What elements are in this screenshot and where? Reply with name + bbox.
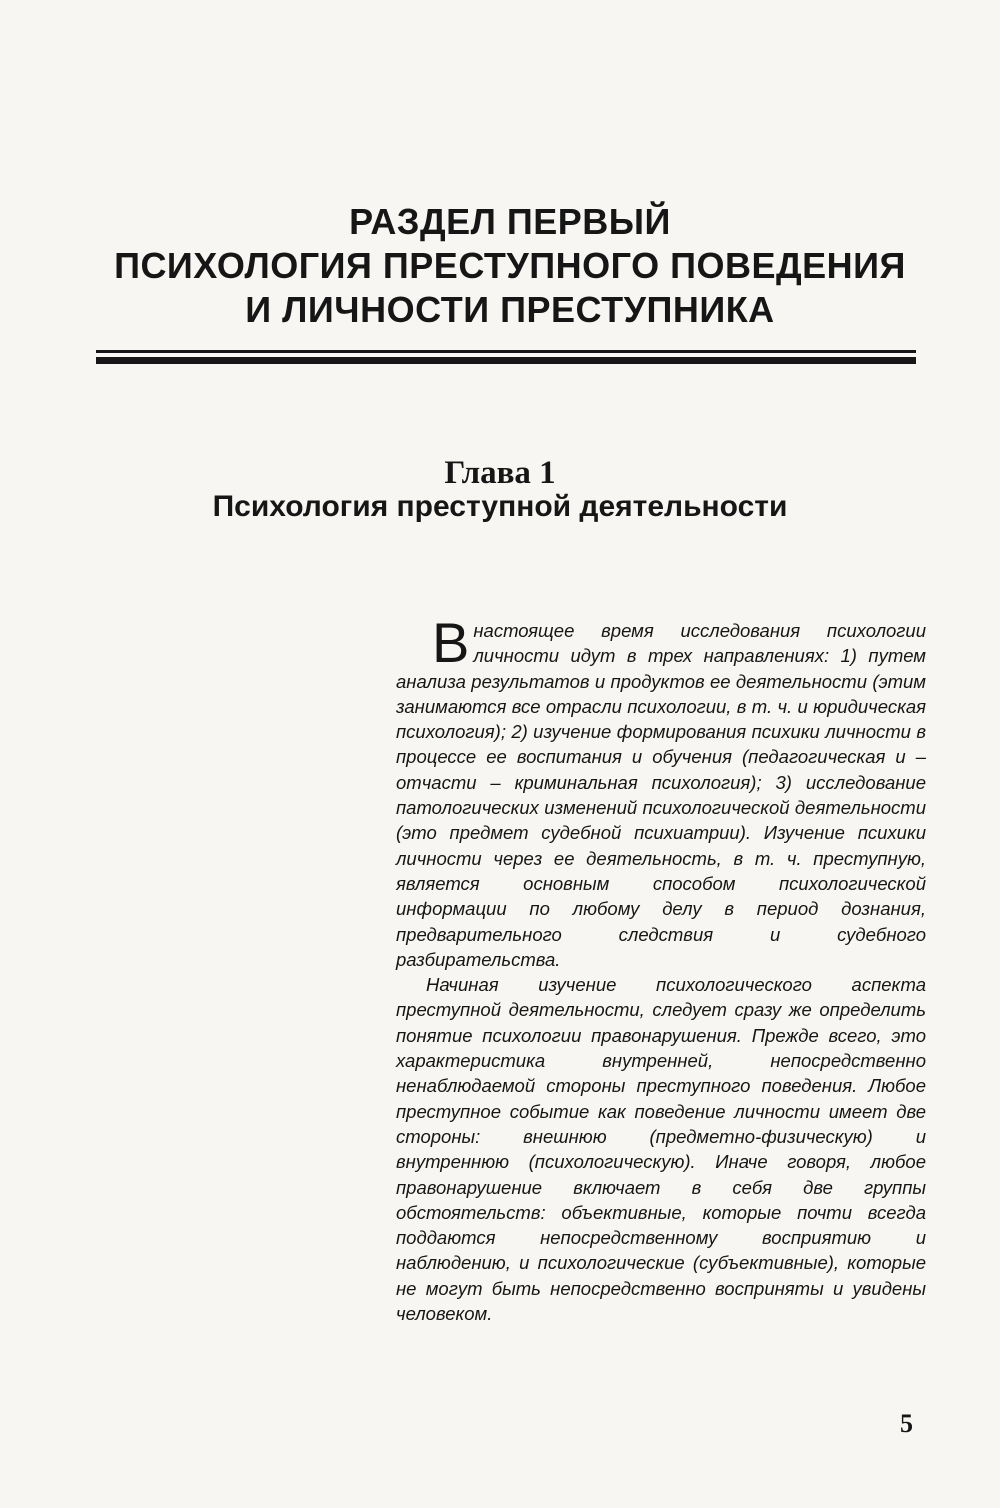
divider-thin (96, 350, 916, 353)
chapter-title: Психология преступной деятельности (212, 490, 788, 523)
chapter-label: Глава 1 (444, 455, 556, 491)
drop-cap: В (432, 611, 470, 674)
section-heading-line: РАЗДЕЛ ПЕРВЫЙ (349, 201, 671, 242)
page-number: 5 (900, 1409, 913, 1438)
paragraph: Начиная изучение психологического аспекта преступной деятельности, следует сразу же определить понятие психологии правонарушения. Прежде всего, это характеристика внутренней, непосредственно ненаблюдаемой стороны преступного поведения. Любое преступное событие как поведение личности имеет две стороны: внешнюю (предметно-физическую) и внутреннюю (психологическую). Иначе говоря, любое правонарушение включает в себя две группы обстоятельств: объективные, которые почти всегда поддаются непосредственному восприятию и наблюдению, и психологические (субъективные), которые не могут быть непосредственно восприняты и увидены человеком. (396, 974, 926, 1325)
section-heading-line: И ЛИЧНОСТИ ПРЕСТУПНИКА (245, 289, 775, 330)
paragraph (396, 611, 926, 972)
section-heading-line: ПСИХОЛОГИЯ ПРЕСТУПНОГО ПОВЕДЕНИЯ (114, 245, 906, 286)
section-heading (60, 200, 960, 332)
divider-thick (96, 357, 916, 364)
body-text (396, 611, 926, 1326)
paragraph-text: настоящее время исследования психологии личности идут в трех направлениях: 1) путем анализа результатов и продуктов ее деятельности (этим занимаются все отрасли психологии, в т. ч. и юридическая психология); 2) изучение формирования психики личности в процессе ее воспитания и обучения (педагогическая и – отчасти – криминальная психология); 3) исследование патологических изменений психологической деятельности (это предмет судебной психиатрии). Изучение психики личности через ее деятельность, в т. ч. преступную, является основным способом психологической информации по любому делу в период дознания, предварительного следствия и судебного разбирательства. (396, 620, 926, 970)
